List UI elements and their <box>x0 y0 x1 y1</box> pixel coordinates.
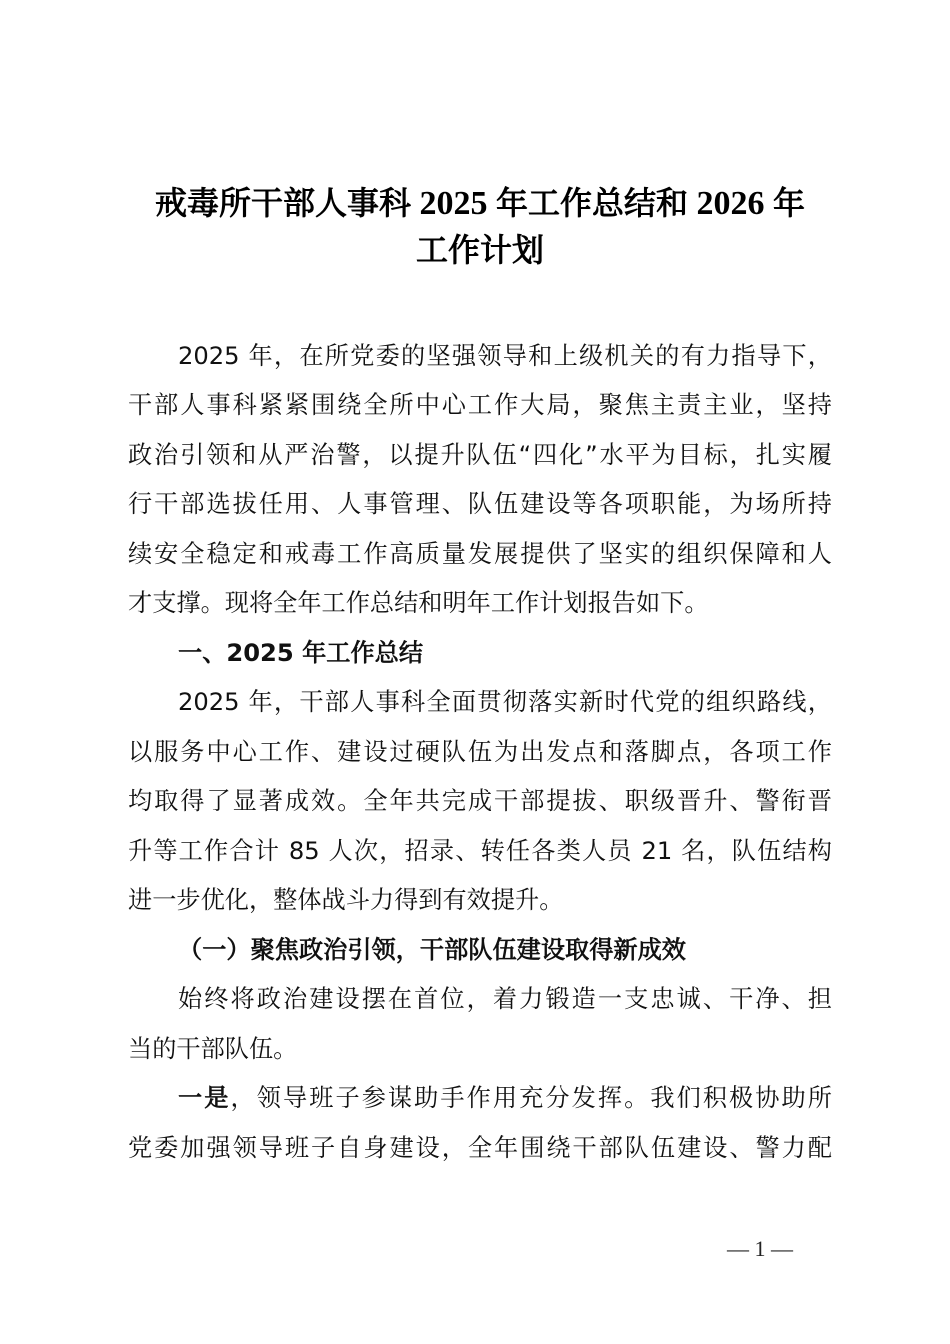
paragraph-line: 才支撑。现将全年工作总结和明年工作计划报告如下。 <box>128 589 709 617</box>
paragraph-line: 党委加强领导班子自身建设，全年围绕干部队伍建设、警力配 <box>128 1134 832 1162</box>
paragraph-line <box>178 1078 832 1118</box>
paragraph-line: 始终将政治建设摆在首位，着力锻造一支忠诚、干净、担 <box>178 985 832 1013</box>
subsection-heading-1: （一）聚焦政治引领，干部队伍建设取得新成效 <box>178 936 686 964</box>
title-year-2025: 2025 <box>410 185 496 222</box>
title-year-2026: 2026 <box>688 185 773 222</box>
paragraph-line: 当的干部队伍。 <box>128 1035 298 1063</box>
title-text: 年 <box>773 184 806 222</box>
paragraph-line: 以服务中心工作、建设过硬队伍为出发点和落脚点，各项工作 <box>128 738 832 766</box>
title-text: 戒毒所干部人事科 <box>154 184 411 222</box>
title-text: 年工作总结和 <box>495 184 688 222</box>
paragraph-line: 行干部选拔任用、人事管理、队伍建设等各项职能，为场所持 <box>128 490 832 518</box>
paragraph-line: 2025 年，在所党委的坚强领导和上级机关的有力指导下， <box>178 342 832 370</box>
paragraph-line: 政治引领和从严治警，以提升队伍“四化”水平为目标，扎实履 <box>128 441 832 469</box>
document-title <box>110 180 850 273</box>
page-number: — 1 — <box>727 1236 793 1261</box>
paragraph-line: 升等工作合计 85 人次，招录、转任各类人员 21 名，队伍结构 <box>128 837 832 865</box>
paragraph-line: 均取得了显著成效。全年共完成干部提拔、职级晋升、警衔晋 <box>128 787 832 815</box>
paragraph-line: 2025 年，干部人事科全面贯彻落实新时代党的组织路线， <box>178 688 832 716</box>
paragraph-line: 进一步优化，整体战斗力得到有效提升。 <box>128 886 564 914</box>
paragraph-line: 干部人事科紧紧围绕全所中心工作大局，聚焦主责主业，坚持 <box>128 391 832 419</box>
title-line-1 <box>110 180 850 227</box>
paragraph-text: ，领导班子参谋助手作用充分发挥。我们积极协助所 <box>230 1084 832 1112</box>
title-line-2: 工作计划 <box>415 231 544 269</box>
bold-lead: 一是 <box>178 1084 231 1112</box>
paragraph-line: 续安全稳定和戒毒工作高质量发展提供了坚实的组织保障和人 <box>128 540 832 568</box>
section-heading-1: 一、2025 年工作总结 <box>178 639 424 667</box>
